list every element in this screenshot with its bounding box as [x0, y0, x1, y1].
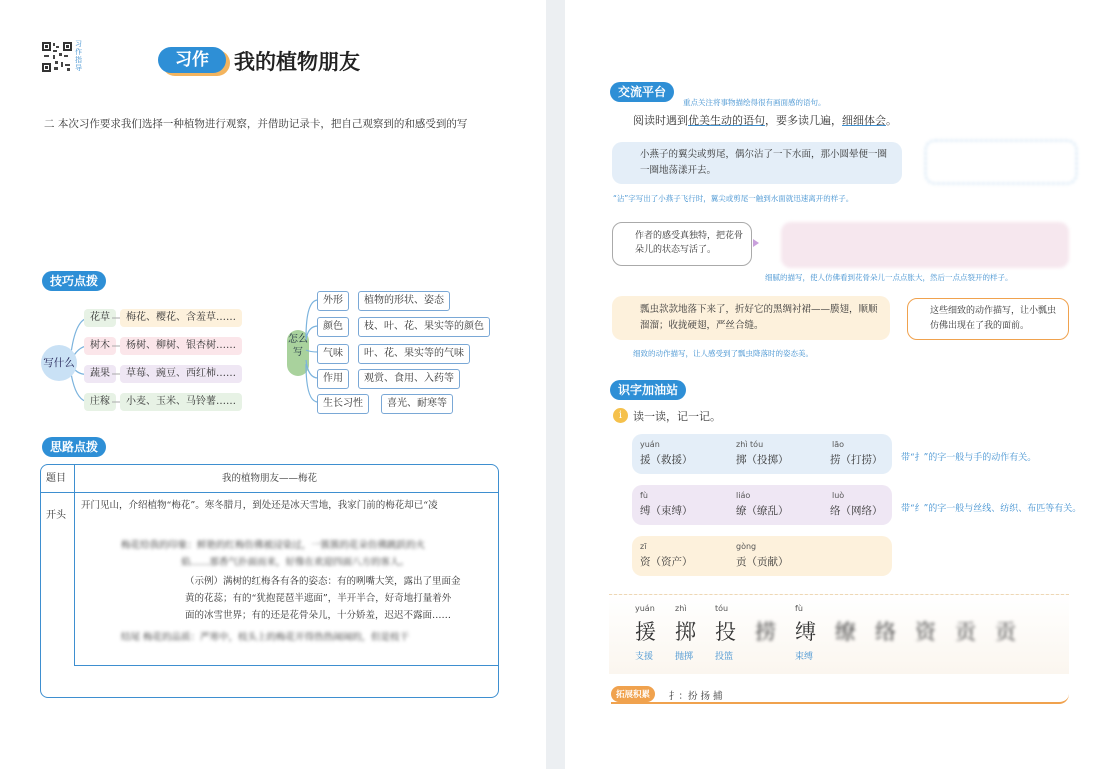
- blurred-note-1: [925, 140, 1077, 184]
- ideas-label: 思路点拨: [42, 437, 106, 457]
- card3-note: 细致的动作描写，让人感受到了瓢虫降落时的姿态美。: [633, 349, 813, 358]
- big-char: 援: [635, 620, 656, 644]
- big-char: 络: [875, 620, 896, 644]
- big-char: 投: [715, 620, 736, 644]
- row3a-text: （示例）满树的红梅各有各的姿态：有的咧嘴大笑，露出了里面金: [185, 576, 461, 587]
- page-title: 我的植物朋友: [234, 50, 360, 74]
- big-char-pinyin: tóu: [715, 604, 729, 613]
- mind-center: 写什么: [41, 345, 77, 381]
- how-text-4: 喜光、耐寒等: [381, 394, 453, 414]
- how-cat-2: 气味: [317, 344, 349, 364]
- mind-text-0: 梅花、樱花、含羞草……: [120, 309, 242, 327]
- big-char-word: 束缚: [795, 652, 814, 662]
- big-char-pinyin: fù: [795, 604, 803, 613]
- how-cat-0: 外形: [317, 291, 349, 311]
- big-char: 捞: [755, 620, 776, 644]
- row1-note: 带“扌”的字一般与手的动作有关。: [901, 453, 1037, 463]
- big-char: 掷: [675, 620, 696, 644]
- skills-label: 技巧点拨: [42, 271, 106, 291]
- ideas-table: [40, 464, 499, 698]
- how-center: 怎么写: [287, 330, 309, 376]
- mind-text-1: 杨树、柳树、银杏树……: [120, 337, 242, 355]
- extend-text: 扌：扮 扬 捕: [669, 691, 723, 702]
- qr-code-icon: [42, 42, 72, 72]
- mind-text-2: 草莓、豌豆、西红柿……: [120, 365, 242, 383]
- char-row-3: zī 资（资产） gòng 贡（贡献）: [632, 536, 892, 576]
- opening-label: 开头: [46, 510, 66, 521]
- how-text-3: 观赏、食用、入药等: [358, 369, 460, 389]
- char-row-2: fù 缚（束缚） liáo 缭（缭乱） luò 络（网络）: [632, 485, 892, 525]
- row2b-text: 焰……那香气扑面而来，好像在欢迎四面八方的客人。: [181, 557, 410, 568]
- topic-value: 我的植物朋友——梅花: [221, 473, 317, 484]
- quote-card-3-side: 这些细致的动作描写，让小瓢虫仿佛出现在了我的面前。: [907, 298, 1069, 340]
- how-text-2: 叶、花、果实等的气味: [358, 344, 470, 364]
- big-char: 贡: [955, 620, 976, 644]
- left-page: [0, 0, 546, 769]
- card2-note: 细腻的描写，使人仿佛看到花骨朵儿一点点胀大，然后一点点裂开的样子。: [765, 273, 1013, 282]
- mind-cat-1: 树木: [84, 337, 116, 355]
- opening-text: 开门见山，介绍植物“梅花”。寒冬腊月，到处还是冰天雪地，我家门前的梅花却已“凌: [81, 500, 438, 511]
- mind-cat-2: 蔬果: [84, 365, 116, 383]
- mind-text-3: 小麦、玉米、马铃薯……: [120, 393, 242, 411]
- big-char-word: 抛掷: [675, 652, 694, 662]
- mind-connectors: [112, 300, 124, 410]
- blurred-card-2: [781, 222, 1069, 268]
- literacy-label: 识字加油站: [610, 380, 686, 400]
- right-page: [565, 0, 1111, 769]
- title-badge: 习作: [158, 47, 226, 73]
- row3b-text: 黄的花蕊；有的“犹抱琵琶半遮面”，半开半合，好奇地打量着外: [185, 593, 452, 604]
- instruction: 读一读，记一记。: [633, 410, 721, 423]
- extend-label: 拓展积累: [611, 686, 655, 702]
- exchange-note: 重点关注将事物描绘得很有画面感的语句。: [683, 98, 826, 107]
- intro-text: 二 本次习作要求我们选择一种植物进行观察，并借助记录卡，把自己观察到的和感受到的写: [44, 118, 468, 130]
- how-cat-4: 生长习性: [317, 394, 369, 414]
- exchange-intro: 阅读时遇到优美生动的语句，要多读几遍，细细体会。: [633, 114, 897, 127]
- row2a-text: 梅花给我的印象：鲜艳的红梅仿佛被浸染过，一簇簇的花朵仿佛跳跃的火: [121, 540, 426, 551]
- quote-card-2: 作者的感受真独特，把花骨朵儿的状态写活了。: [612, 222, 752, 266]
- big-char: 缚: [795, 620, 816, 644]
- big-char-word: 支援: [635, 652, 654, 662]
- char-row-1: yuán 援（救援） zhì tóu 掷（投掷） lāo 捞（打捞）: [632, 434, 892, 474]
- how-cat-1: 颜色: [317, 317, 349, 337]
- row4-text: 结尾 梅花的品质：严寒中，枝头上的梅花开得热热闹闹的，但是枝干: [121, 632, 410, 643]
- card1-note: “沾”字写出了小燕子飞行时，翼尖或剪尾一触到水面就迅速离开的样子。: [613, 194, 854, 203]
- how-cat-3: 作用: [317, 369, 349, 389]
- qr-label: 习作指导: [75, 40, 82, 72]
- mind-cat-0: 花草: [84, 309, 116, 327]
- card2-arrow: [753, 239, 759, 247]
- topic-label: 题目: [46, 473, 66, 484]
- big-char-word: 投篮: [715, 652, 734, 662]
- ear-icon: i: [613, 408, 628, 423]
- how-text-0: 植物的形状、姿态: [358, 291, 450, 311]
- quote-card-3: 瓢虫款款地落下来了，折好它的黑绸衬裙——膜翅，顺顺溜溜；收拢硬翅，严丝合缝。: [612, 296, 890, 340]
- row2-note: 带“纟”的字一般与丝线、纺织、布匹等有关。: [901, 504, 1082, 514]
- how-text-1: 枝、叶、花、果实等的颜色: [358, 317, 490, 337]
- quote-card-1: 小燕子的翼尖或剪尾，偶尔沾了一下水面，那小圆晕便一圈一圈地荡漾开去。: [612, 142, 902, 184]
- big-char-pinyin: yuán: [635, 604, 655, 613]
- mind-cat-3: 庄稼: [84, 393, 116, 411]
- big-char: 资: [915, 620, 936, 644]
- big-char: 贡: [995, 620, 1016, 644]
- exchange-label: 交流平台: [610, 82, 674, 102]
- big-char-pinyin: zhì: [675, 604, 687, 613]
- big-char: 缭: [835, 620, 856, 644]
- row3c-text: 面的冰雪世界；有的还是花骨朵儿，十分娇羞，迟迟不露面……: [185, 610, 452, 621]
